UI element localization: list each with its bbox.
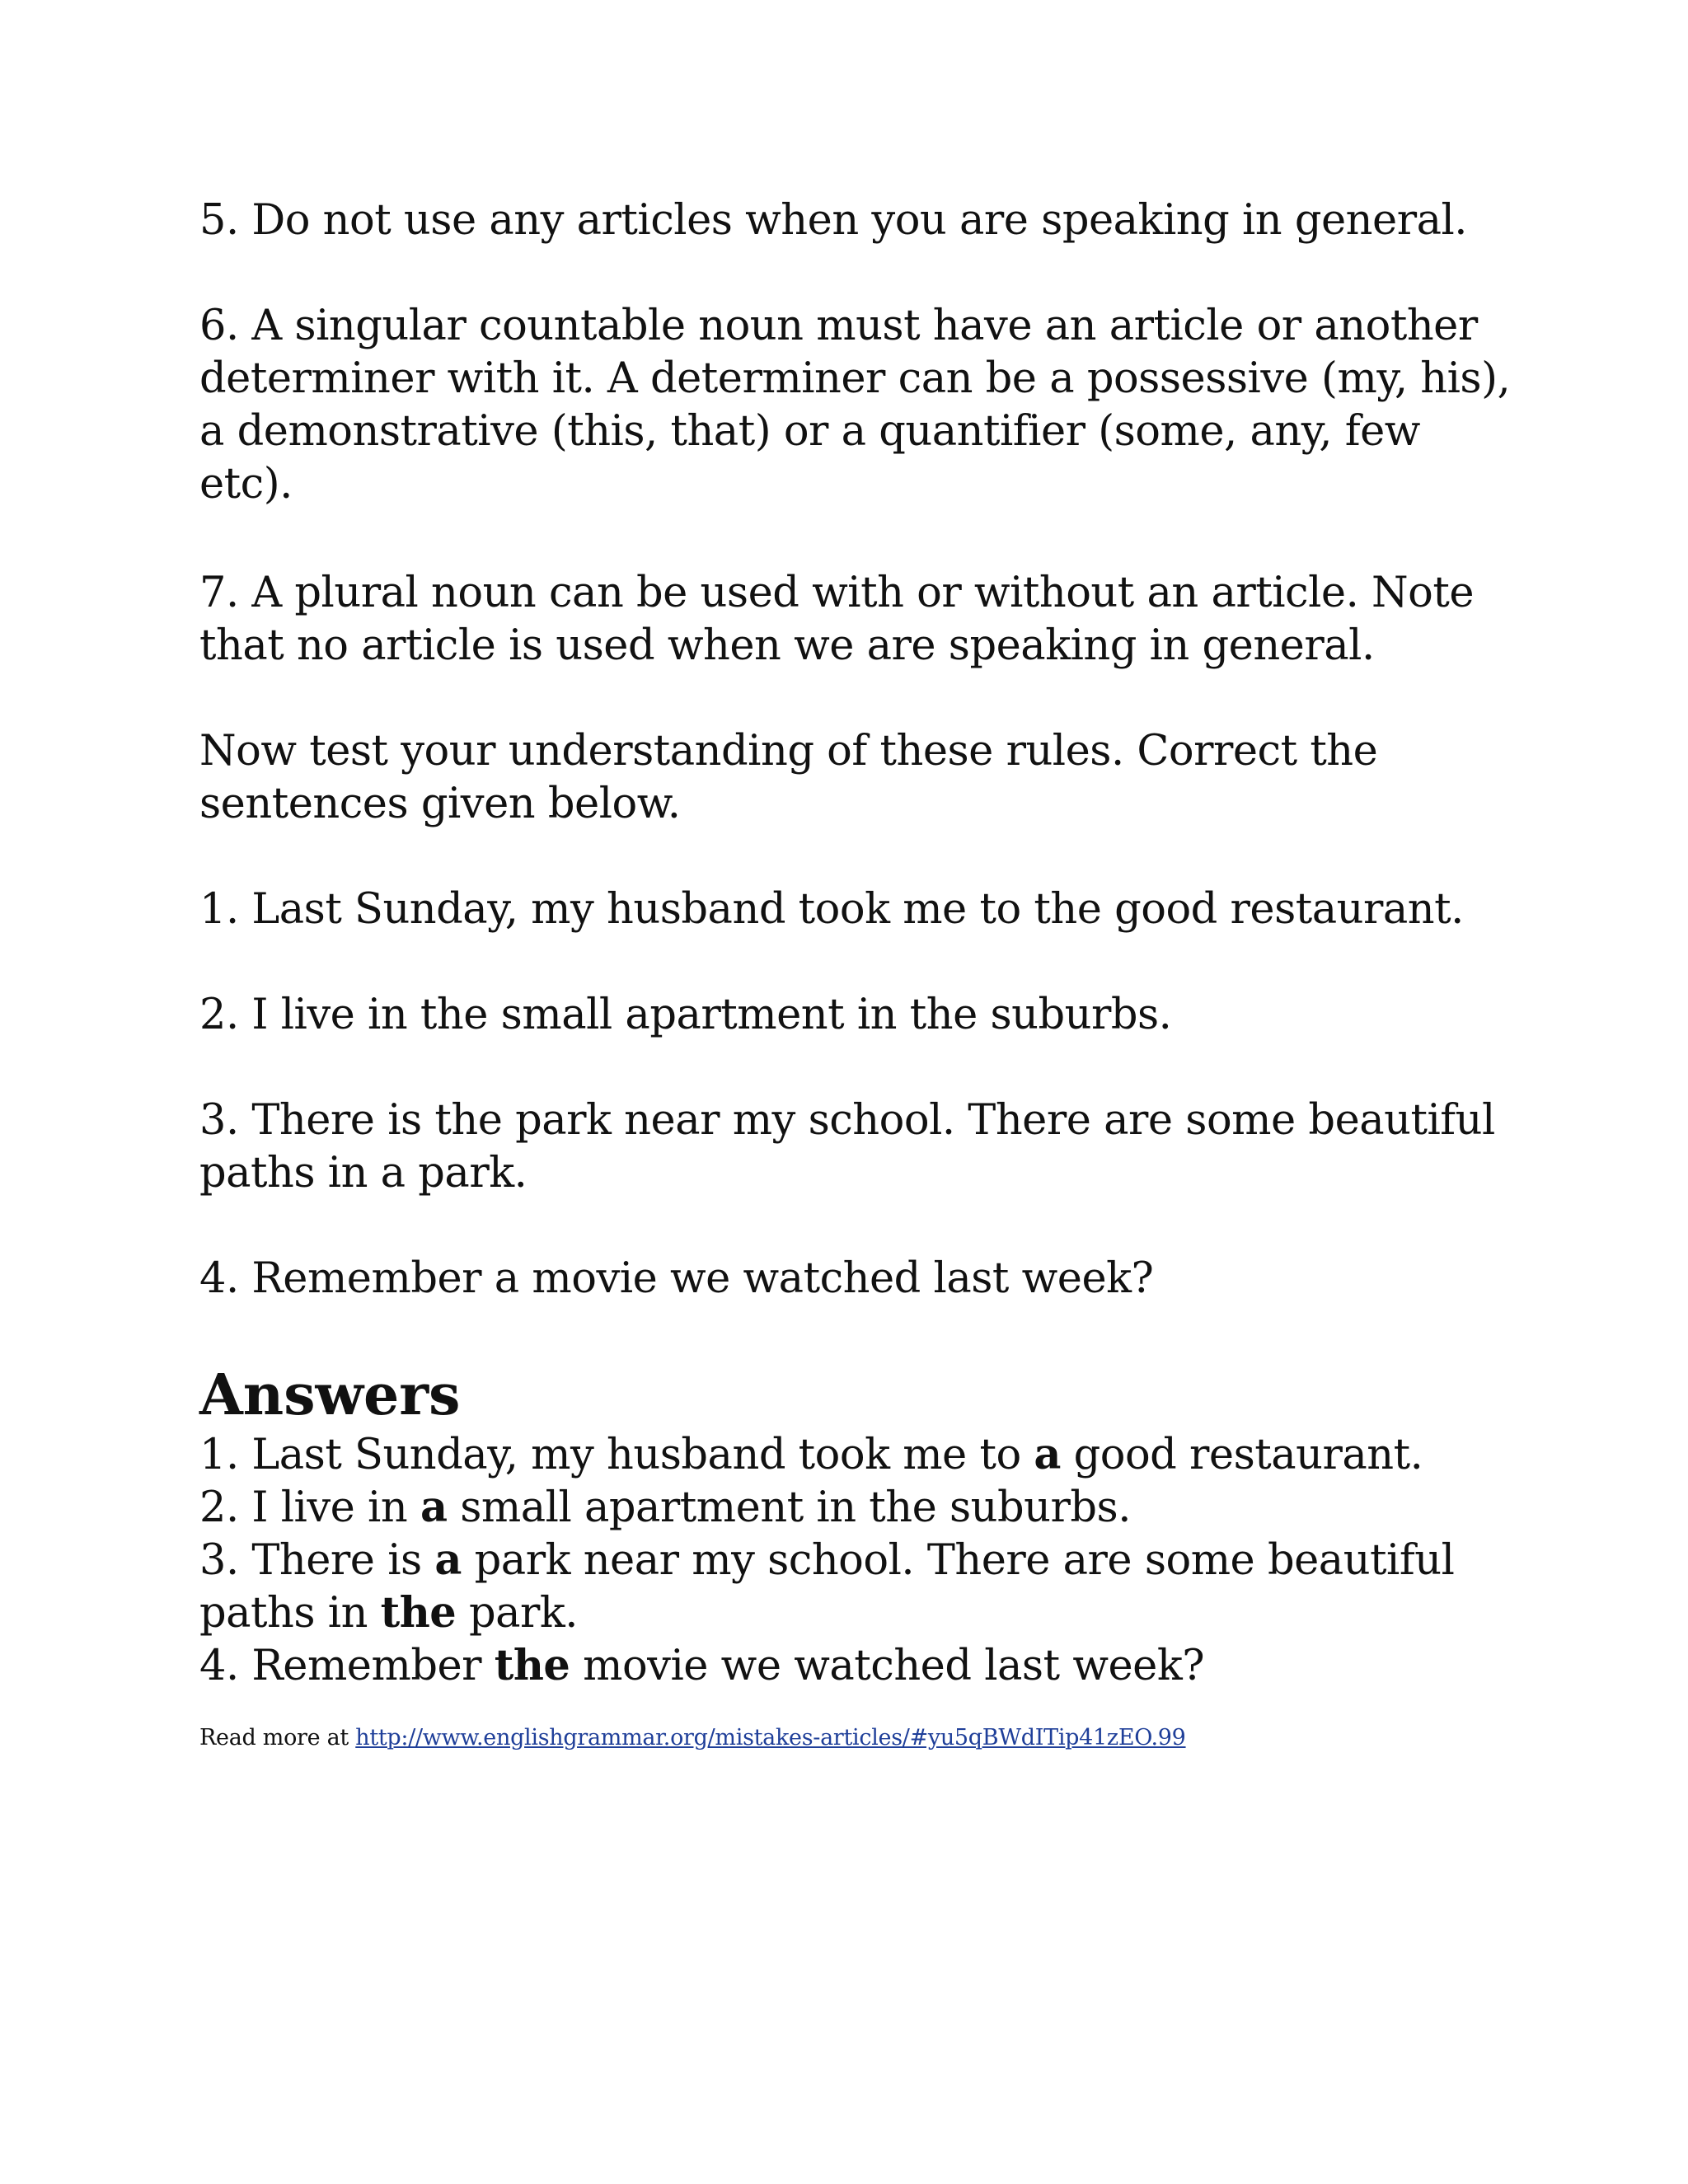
- rule-6-line-1: 6. A singular countable noun must have an article or another: [199, 302, 1478, 350]
- answer-2-after: small apartment in the suburbs.: [447, 1483, 1131, 1532]
- answer-3-after: park near my school. There are some beautiful: [461, 1536, 1455, 1585]
- answer-4-before: 4. Remember: [199, 1642, 495, 1690]
- rule-7-line-2: that no article is used when we are speaking in general.: [199, 621, 1375, 670]
- answer-2: [199, 1481, 1131, 1535]
- answer-1-correction: a: [1034, 1430, 1061, 1479]
- exercise-intro-line-1: Now test your understanding of these rules. Correct the: [199, 727, 1378, 776]
- question-4: 4. Remember a movie we watched last week?: [199, 1254, 1154, 1303]
- question-3-line-2: paths in a park.: [199, 1149, 528, 1197]
- answer-3-correction-2: the: [380, 1588, 457, 1638]
- exercise-intro-line-2: sentences given below.: [199, 780, 681, 828]
- answer-3-line-1: [199, 1534, 1454, 1587]
- answer-2-correction: a: [420, 1483, 448, 1532]
- read-more-footer: [199, 1722, 1186, 1755]
- rule-5: 5. Do not use any articles when you are speaking in general.: [199, 196, 1468, 245]
- answer-4-after: movie we watched last week?: [570, 1642, 1205, 1690]
- rule-6-line-3: a demonstrative (this, that) or a quantifier (some, any, few: [199, 407, 1420, 456]
- answer-3-line-2: [199, 1586, 578, 1640]
- question-2: 2. I live in the small apartment in the suburbs.: [199, 991, 1172, 1039]
- source-link[interactable]: http://www.englishgrammar.org/mistakes-articles/#yu5qBWdITip41zEO.99: [355, 1725, 1186, 1750]
- answers-heading: Answers: [199, 1362, 461, 1428]
- rule-6-line-2: determiner with it. A determiner can be a possessive (my, his),: [199, 354, 1511, 403]
- question-3-line-1: 3. There is the park near my school. There are some beautiful: [199, 1096, 1495, 1145]
- answer-3-before: 3. There is: [199, 1536, 435, 1585]
- answer-4: [199, 1639, 1204, 1693]
- answer-3-line-2-after: park.: [456, 1589, 579, 1638]
- answer-1: [199, 1428, 1423, 1482]
- answer-1-before: 1. Last Sunday, my husband took me to: [199, 1431, 1034, 1479]
- answer-1-after: good restaurant.: [1060, 1431, 1423, 1479]
- question-1: 1. Last Sunday, my husband took me to the good restaurant.: [199, 885, 1464, 934]
- answer-2-before: 2. I live in: [199, 1483, 420, 1532]
- rule-7-line-1: 7. A plural noun can be used with or without an article. Note: [199, 569, 1475, 617]
- answer-4-correction: the: [494, 1641, 570, 1690]
- rule-6-line-4: etc).: [199, 460, 293, 509]
- answer-3-line-2-before: paths in: [199, 1589, 381, 1638]
- read-more-label: Read more at: [199, 1725, 356, 1750]
- answer-3-correction-1: a: [434, 1535, 462, 1585]
